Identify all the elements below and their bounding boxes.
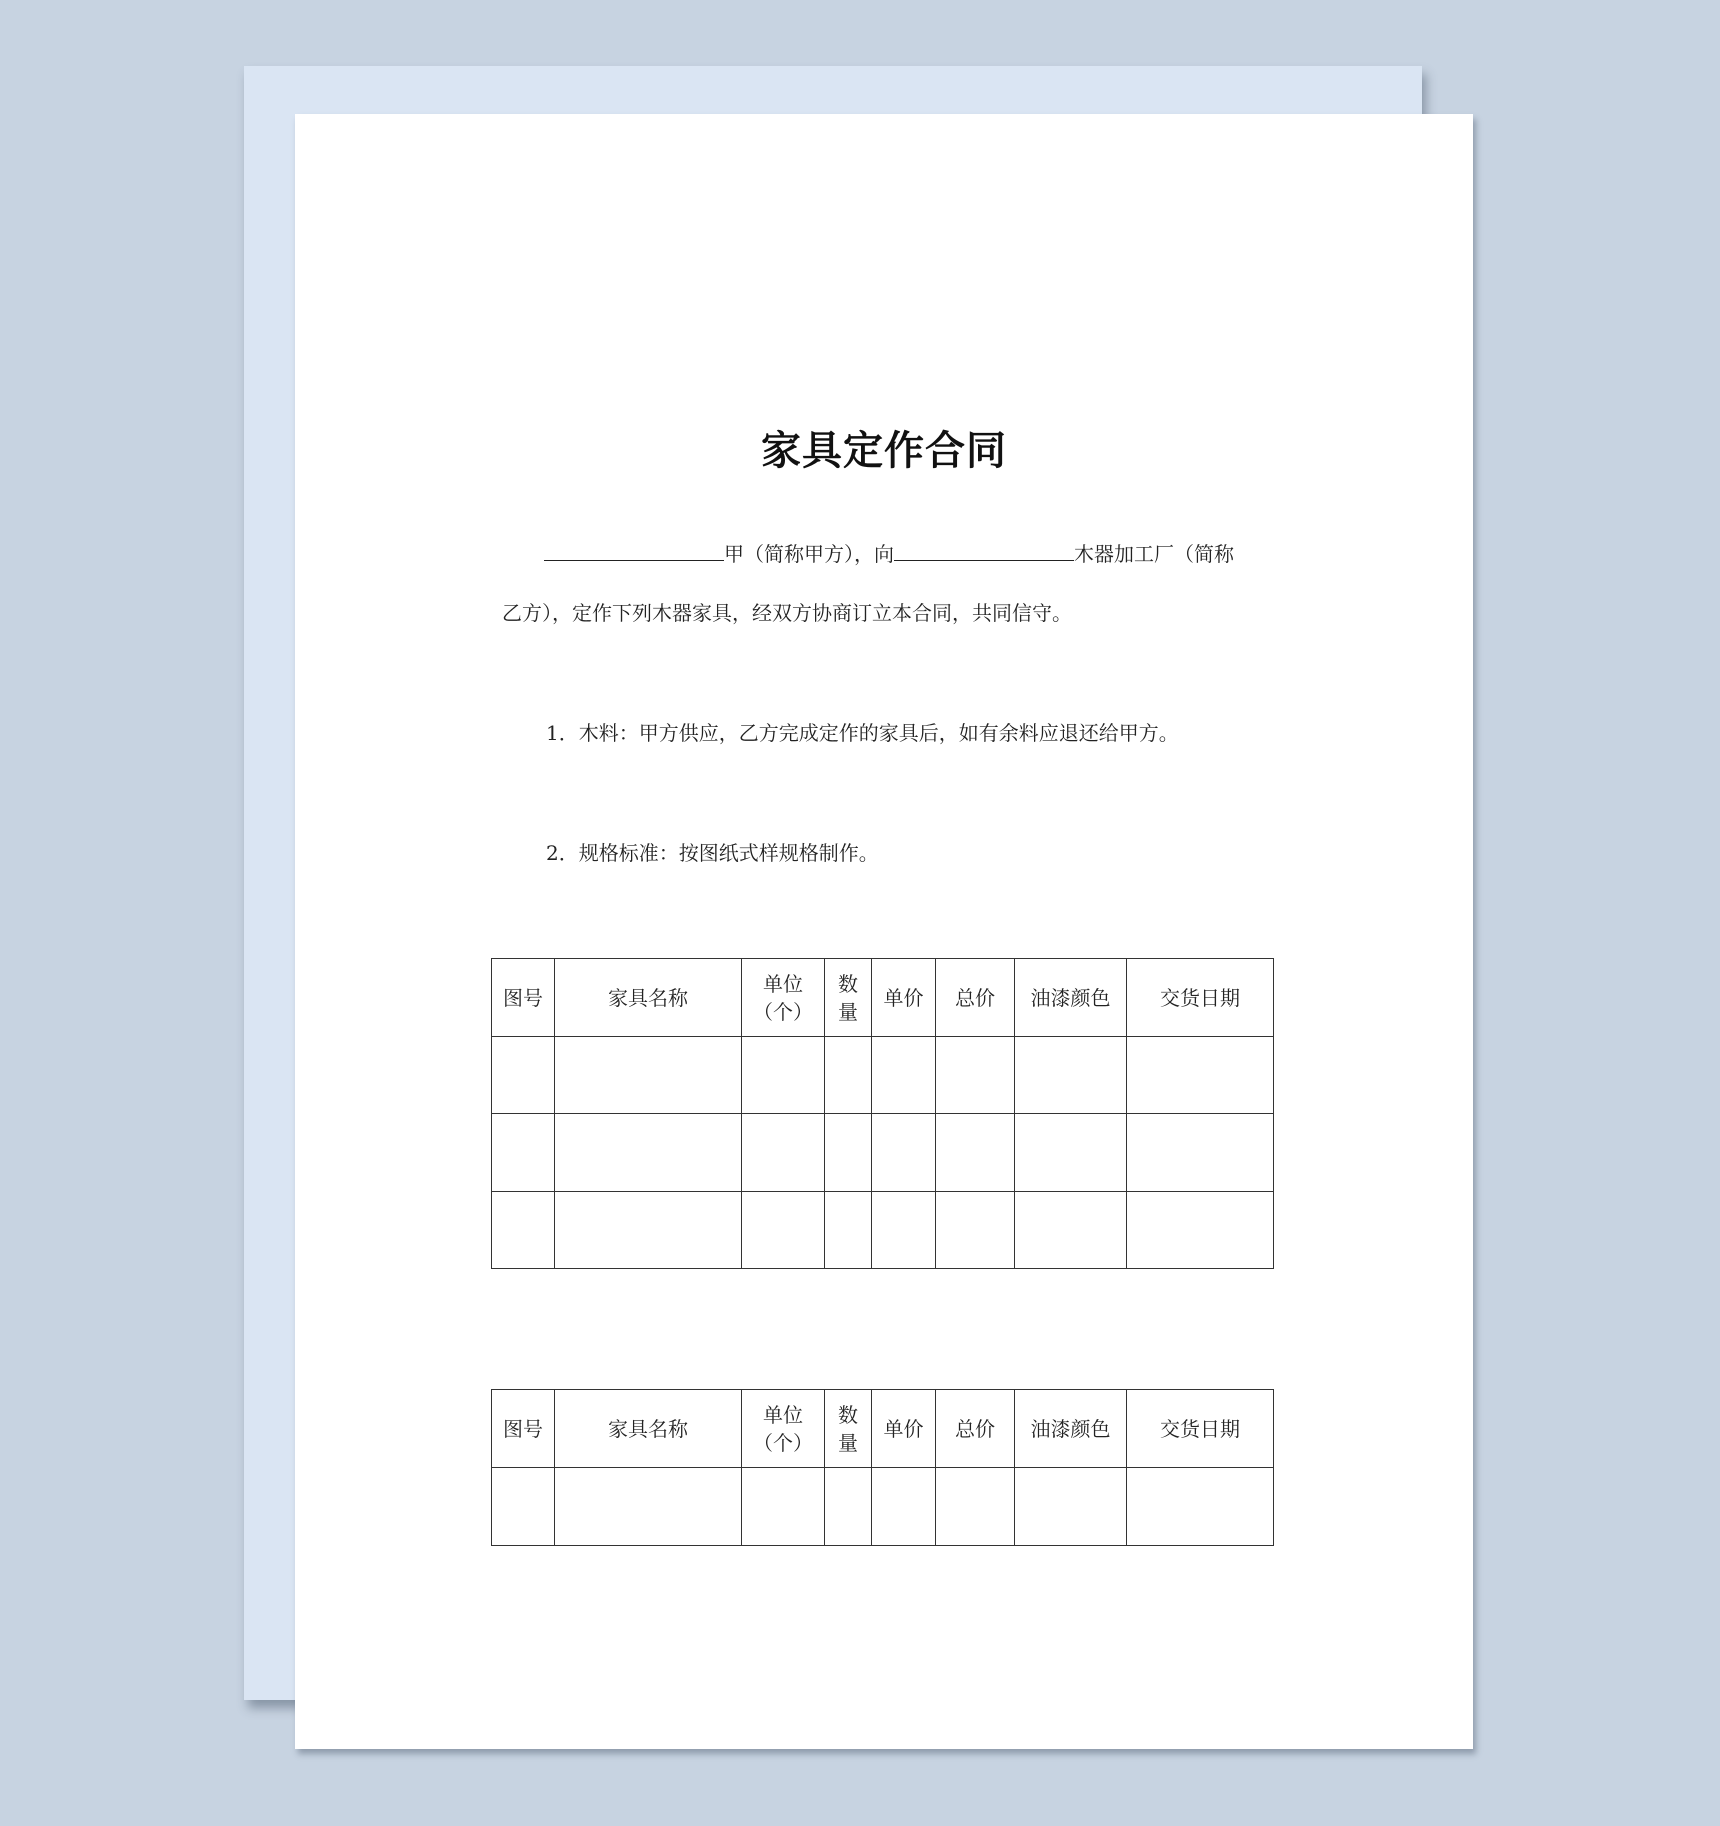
table-header-row bbox=[492, 959, 1274, 1037]
document-title: 家具定作合同 bbox=[761, 428, 1007, 474]
header-delivery-date: 交货日期 bbox=[1127, 959, 1274, 1037]
header-total-price: 总价 bbox=[936, 1390, 1015, 1468]
party-a-label: 甲（简称甲方），向 bbox=[724, 542, 894, 566]
header-furniture-name: 家具名称 bbox=[555, 1390, 742, 1468]
intro-line-1 bbox=[544, 540, 1234, 567]
document-page bbox=[295, 114, 1473, 1749]
table-cell[interactable] bbox=[872, 1192, 936, 1269]
header-paint-color: 油漆颜色 bbox=[1015, 959, 1127, 1037]
table-cell[interactable] bbox=[936, 1114, 1015, 1192]
table-cell[interactable] bbox=[936, 1192, 1015, 1269]
table-cell[interactable] bbox=[555, 1114, 742, 1192]
header-unit-price: 单价 bbox=[872, 1390, 936, 1468]
party-a-blank[interactable] bbox=[544, 540, 724, 561]
table-cell[interactable] bbox=[825, 1037, 872, 1114]
header-quantity: 数 量 bbox=[825, 959, 872, 1037]
table-cell[interactable] bbox=[872, 1468, 936, 1546]
table-cell[interactable] bbox=[555, 1468, 742, 1546]
party-b-label: 木器加工厂（简称 bbox=[1074, 542, 1234, 566]
table-cell[interactable] bbox=[742, 1114, 825, 1192]
clause-1: 1．木料：甲方供应，乙方完成定作的家具后，如有余料应退还给甲方。 bbox=[546, 721, 1179, 745]
table-cell[interactable] bbox=[872, 1114, 936, 1192]
table-cell[interactable] bbox=[1015, 1114, 1127, 1192]
table-row bbox=[492, 1114, 1274, 1192]
table-cell[interactable] bbox=[872, 1037, 936, 1114]
header-furniture-name: 家具名称 bbox=[555, 959, 742, 1037]
header-unit-price: 单价 bbox=[872, 959, 936, 1037]
table-cell[interactable] bbox=[1015, 1468, 1127, 1546]
table-row bbox=[492, 1192, 1274, 1269]
header-total-price: 总价 bbox=[936, 959, 1015, 1037]
header-unit: 单位 （个） bbox=[742, 1390, 825, 1468]
table-row bbox=[492, 1468, 1274, 1546]
table-cell[interactable] bbox=[492, 1114, 555, 1192]
furniture-table-1 bbox=[491, 958, 1274, 1269]
table-cell[interactable] bbox=[492, 1468, 555, 1546]
table-cell[interactable] bbox=[742, 1468, 825, 1546]
table-cell[interactable] bbox=[825, 1192, 872, 1269]
table-cell[interactable] bbox=[1127, 1468, 1274, 1546]
header-unit: 单位 （个） bbox=[742, 959, 825, 1037]
header-drawing-no: 图号 bbox=[492, 1390, 555, 1468]
header-quantity: 数 量 bbox=[825, 1390, 872, 1468]
furniture-table-2 bbox=[491, 1389, 1274, 1546]
table-header-row bbox=[492, 1390, 1274, 1468]
table-cell[interactable] bbox=[742, 1037, 825, 1114]
header-paint-color: 油漆颜色 bbox=[1015, 1390, 1127, 1468]
table-cell[interactable] bbox=[555, 1192, 742, 1269]
table-cell[interactable] bbox=[825, 1114, 872, 1192]
party-b-blank[interactable] bbox=[894, 540, 1074, 561]
table-cell[interactable] bbox=[555, 1037, 742, 1114]
table-cell[interactable] bbox=[1127, 1037, 1274, 1114]
table-cell[interactable] bbox=[825, 1468, 872, 1546]
table-row bbox=[492, 1037, 1274, 1114]
table-cell[interactable] bbox=[492, 1037, 555, 1114]
table-cell[interactable] bbox=[1015, 1192, 1127, 1269]
intro-line-2: 乙方），定作下列木器家具，经双方协商订立本合同，共同信守。 bbox=[502, 601, 1072, 625]
table-cell[interactable] bbox=[492, 1192, 555, 1269]
table-cell[interactable] bbox=[1127, 1192, 1274, 1269]
header-drawing-no: 图号 bbox=[492, 959, 555, 1037]
table-cell[interactable] bbox=[1127, 1114, 1274, 1192]
table-cell[interactable] bbox=[1015, 1037, 1127, 1114]
table-cell[interactable] bbox=[936, 1037, 1015, 1114]
clause-2: 2．规格标准：按图纸式样规格制作。 bbox=[546, 841, 879, 865]
table-cell[interactable] bbox=[742, 1192, 825, 1269]
header-delivery-date: 交货日期 bbox=[1127, 1390, 1274, 1468]
table-cell[interactable] bbox=[936, 1468, 1015, 1546]
